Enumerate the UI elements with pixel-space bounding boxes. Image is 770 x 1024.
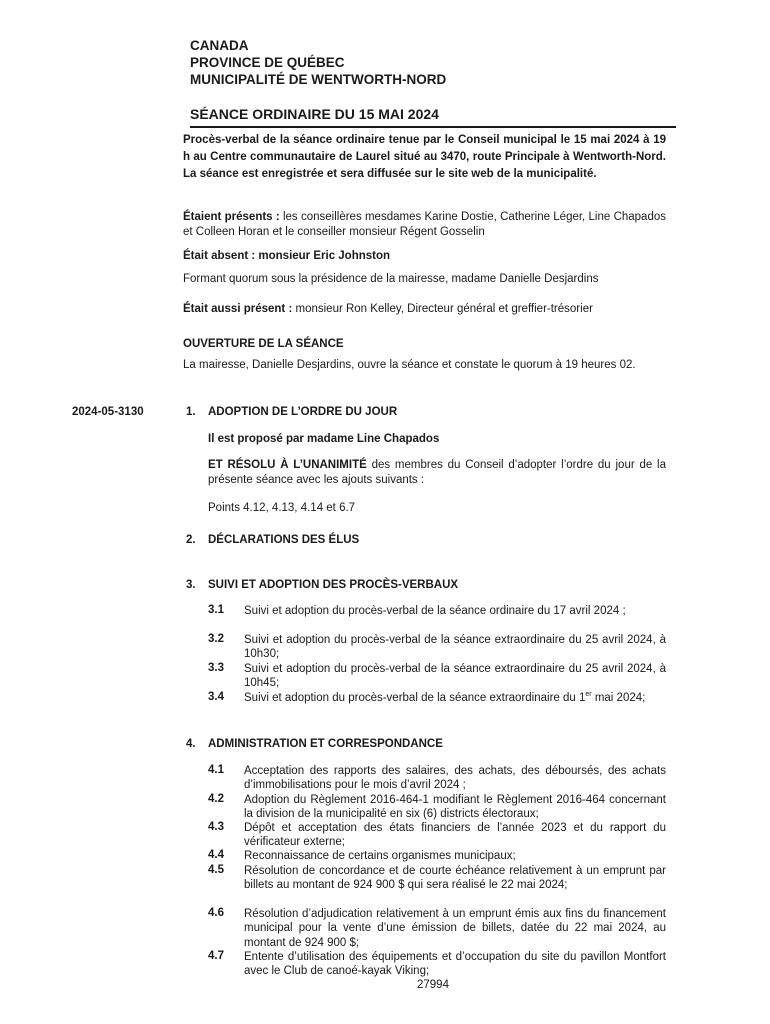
list-item-number: 3.4 <box>208 691 224 703</box>
section-1-resolu <box>208 458 666 488</box>
absent-paragraph: Était absent : monsieur Eric Johnston <box>183 250 391 262</box>
resolution-number: 2024-05-3130 <box>72 406 144 418</box>
list-item-text: Acceptation des rapports des salaires, des achats, des déboursés, des achats d’immobilisations pour le mois d’avril 2024 ; <box>244 765 666 792</box>
list-item-number: 4.7 <box>208 950 224 962</box>
list-item-number: 3.1 <box>208 604 224 616</box>
section-3-number: 3. <box>186 579 196 591</box>
list-item-text <box>244 691 666 705</box>
section-2-title: DÉCLARATIONS DES ÉLUS <box>208 534 360 546</box>
presents-text: les conseillères mesdames Karine Dostie, Catherine Léger, Line Chapados et Colleen Horan et le conseiller monsieur Régent Gosselin <box>183 211 666 238</box>
ouverture-text: La mairesse, Danielle Desjardins, ouvre la séance et constate le quorum à 19 heures 02. <box>183 359 636 371</box>
ordinal-suffix: er <box>585 691 592 699</box>
list-item-text: Entente d’utilisation des équipements et d’occupation du site du pavillon Montfort avec le Club de canoé-kayak Viking; <box>244 951 666 978</box>
header-municipality: MUNICIPALITÉ DE WENTWORTH-NORD <box>190 72 447 87</box>
section-4-title: ADMINISTRATION ET CORRESPONDANCE <box>208 738 443 750</box>
resolu-text: des membres du Conseil d’adopter l’ordre du jour de la présente séance avec les ajouts suivants : <box>208 459 667 486</box>
aussi-paragraph <box>183 302 666 317</box>
list-item-text: Dépôt et acceptation des états financiers de l’année 2023 et du rapport du vérificateur externe; <box>244 822 666 849</box>
list-item-number: 4.4 <box>208 849 224 861</box>
list-item-text: Suivi et adoption du procès-verbal de la séance ordinaire du 17 avril 2024 ; <box>244 605 626 617</box>
list-item-text: Suivi et adoption du procès-verbal de la séance extraordinaire du 25 avril 2024, à 10h45; <box>244 663 666 690</box>
list-item-number: 4.2 <box>208 793 224 805</box>
list-item-number: 4.5 <box>208 864 224 876</box>
list-item-text: Résolution de concordance et de courte échéance relativement à un emprunt par billets au montant de 924 900 $ qui sera réalisé le 22 mai 2024; <box>244 865 666 892</box>
list-item-number: 4.1 <box>208 764 224 776</box>
aussi-label: Était aussi présent : <box>183 303 293 315</box>
section-2-number: 2. <box>186 534 196 546</box>
list-item-number: 3.3 <box>208 662 224 674</box>
header-province: PROVINCE DE QUÉBEC <box>190 55 345 70</box>
section-1-title: ADOPTION DE L’ORDRE DU JOUR <box>208 406 398 418</box>
section-1-number: 1. <box>186 406 196 418</box>
list-item-text: Adoption du Règlement 2016-464-1 modifiant le Règlement 2016-464 concernant la division de la municipalité en six (6) districts électoraux; <box>244 794 666 821</box>
section-1-propose: Il est proposé par madame Line Chapados <box>208 433 440 445</box>
aussi-text: monsieur Ron Kelley, Directeur général et greffier-trésorier <box>292 303 593 315</box>
list-item-text: Résolution d’adjudication relativement à un emprunt émis aux fins du financement municipal pour la vente d’une émission de billets, datée du 22 mai 2024, au montant de 924 900 $; <box>244 908 666 949</box>
section-1-points: Points 4.12, 4.13, 4.14 et 6.7 <box>208 502 356 514</box>
list-item-text-a: Suivi et adoption du procès-verbal de la séance extraordinaire du 1 <box>244 692 586 704</box>
quorum-paragraph: Formant quorum sous la présidence de la mairesse, madame Danielle Desjardins <box>183 273 599 285</box>
section-3-title: SUIVI ET ADOPTION DES PROCÈS-VERBAUX <box>208 579 459 591</box>
intro-paragraph: Procès-verbal de la séance ordinaire tenue par le Conseil municipal le 15 mai 2024 à 19 h au Centre communautaire de Laurel situé au 3470, route Principale à Wentworth-Nord. La séance est enregistrée et sera diffusée sur le site web de la municipalité. <box>183 134 666 180</box>
presents-paragraph <box>183 210 666 240</box>
ouverture-title: OUVERTURE DE LA SÉANCE <box>183 338 344 350</box>
page-number: 27994 <box>417 979 449 991</box>
section-4-number: 4. <box>186 738 196 750</box>
resolu-label: ET RÉSOLU À L’UNANIMITÉ <box>208 459 367 471</box>
list-item-text-b: mai 2024; <box>591 692 646 704</box>
presents-label: Étaient présents : <box>183 211 280 223</box>
list-item-number: 4.3 <box>208 821 224 833</box>
list-item-text: Suivi et adoption du procès-verbal de la séance extraordinaire du 25 avril 2024, à 10h30; <box>244 634 666 661</box>
header-country: CANADA <box>190 38 249 53</box>
list-item-number: 4.6 <box>208 907 224 919</box>
list-item-number: 3.2 <box>208 633 224 645</box>
list-item-text: Reconnaissance de certains organismes municipaux; <box>244 850 516 862</box>
seance-title: SÉANCE ORDINAIRE DU 15 MAI 2024 <box>190 106 676 128</box>
